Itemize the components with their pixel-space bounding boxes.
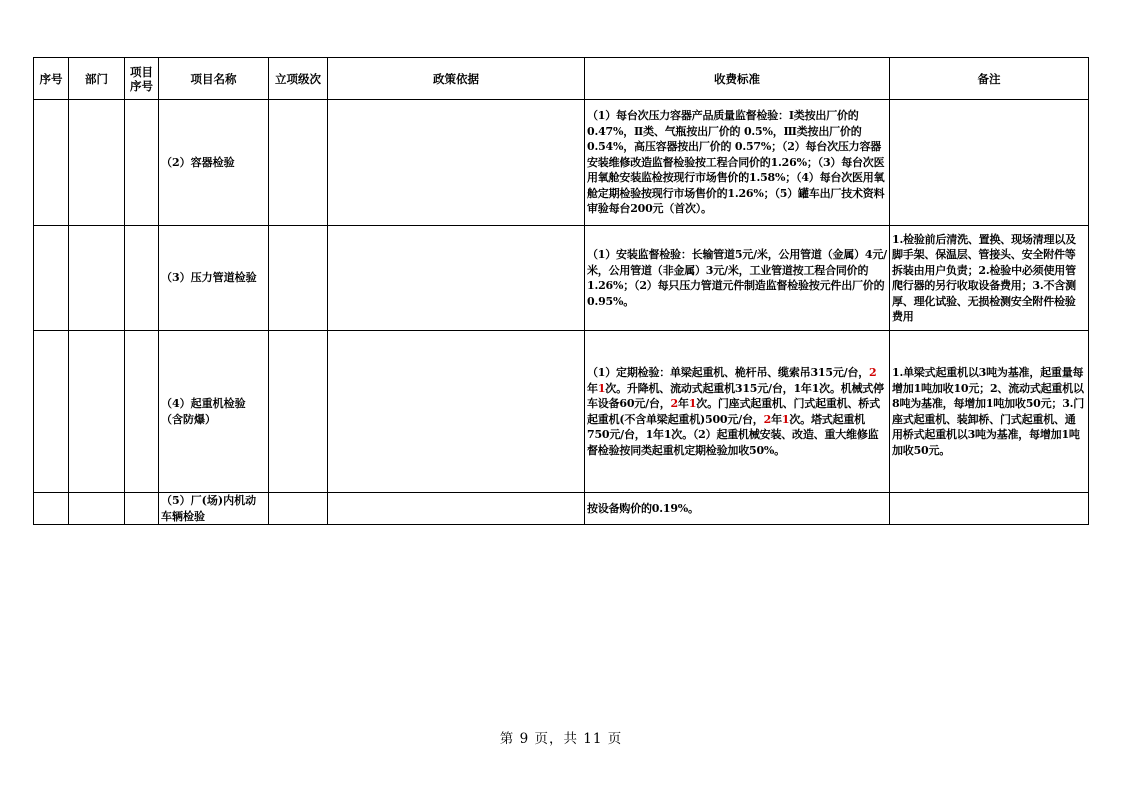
- cell-item-seq: [125, 493, 159, 525]
- cell-item-seq: [125, 226, 159, 331]
- cell-level: [269, 493, 328, 525]
- cell-seq: [34, 493, 69, 525]
- cell-seq: [34, 331, 69, 493]
- cell-level: [269, 100, 328, 226]
- fee-text: 次。升降机、流动式起重机315元/台，1年1次。机械式停车设备60元/台，: [587, 381, 884, 410]
- header-dept: 部门: [69, 58, 125, 100]
- fee-highlight: 1: [781, 412, 790, 426]
- header-item-seq: 项目序号: [125, 58, 159, 100]
- cell-dept: [69, 493, 125, 525]
- fee-highlight: 2: [670, 397, 678, 410]
- cell-item-seq: [125, 331, 159, 493]
- header-row: [34, 58, 1089, 100]
- header-seq: 序号: [34, 58, 69, 100]
- fee-text: 年: [587, 381, 598, 395]
- header-note: 备注: [890, 58, 1089, 100]
- fee-table: [33, 57, 1089, 525]
- table-row: [34, 100, 1089, 226]
- cell-item-name: （5）厂(场)内机动车辆检验: [159, 493, 269, 525]
- cell-policy: [328, 226, 585, 331]
- cell-dept: [69, 331, 125, 493]
- cell-note: [890, 100, 1089, 226]
- cell-seq: [34, 226, 69, 331]
- cell-seq: [34, 100, 69, 226]
- cell-note: 1.检验前后清洗、置换、现场清理以及脚手架、保温层、管接头、安全附件等拆装由用户负责；2.检验中必须使用管爬行器的另行收取设备费用；3.不含测厚、理化试验、无损检测安全附件检验费用: [890, 226, 1089, 331]
- cell-policy: [328, 493, 585, 525]
- fee-highlight: 1: [688, 397, 697, 410]
- fee-highlight: 1: [597, 381, 606, 395]
- fee-highlight: 2: [763, 412, 772, 426]
- fee-text: （1）定期检验：单梁起重机、桅杆吊、缆索吊315元/台，: [587, 366, 870, 379]
- cell-note: 1.单梁式起重机以3吨为基准，起重量每增加1吨加收10元；2、流动式起重机以8吨为基准，每增加1吨加收50元；3.门座式起重机、装卸桥、门式起重机、通用桥式起重机以3吨为基准，每增加1吨加收50元。: [890, 331, 1089, 493]
- header-item-name: 项目名称: [159, 58, 269, 100]
- table-row: [34, 493, 1089, 525]
- cell-fee: [585, 331, 890, 493]
- cell-item-name: （4）起重机检验（含防爆）: [159, 331, 269, 493]
- header-fee: 收费标准: [585, 58, 890, 100]
- cell-dept: [69, 100, 125, 226]
- fee-text: 次。塔式起重机750元/台，1年1次。（2）起重机械安装、改造、重大维修监督检验按同类起重机定期检验加收50%。: [587, 412, 879, 457]
- cell-item-name: （3）压力管道检验: [159, 226, 269, 331]
- cell-level: [269, 331, 328, 493]
- cell-item-name: （2）容器检验: [159, 100, 269, 226]
- cell-policy: [328, 100, 585, 226]
- cell-policy: [328, 331, 585, 493]
- table-row: [34, 226, 1089, 331]
- header-policy: 政策依据: [328, 58, 585, 100]
- header-level: 立项级次: [269, 58, 328, 100]
- cell-note: [890, 493, 1089, 525]
- cell-fee: （1）安装监督检验：长输管道5元/米，公用管道（金属）4元/米，公用管道（非金属）3元/米，工业管道按工程合同价的1.26%；（2）每只压力管道元件制造监督检验按元件出厂价的0.95%。: [585, 226, 890, 331]
- cell-dept: [69, 226, 125, 331]
- cell-fee: （1）每台次压力容器产品质量监督检验：I类按出厂价的0.47%，Ⅱ类、气瓶按出厂价的 0.5%，Ⅲ类按出厂价的 0.54%，高压容器按出厂价的 0.57%；（2）每台次压力容器安装维修改造监督检验按工程合同价的1.26%；（3）每台次医用氧舱安装监检按现行市场售价的1.58%；（4）每台次医用氧舱定期检验按现行市场售价的1.26%；（5）罐车出厂技术资料审验每台200元（首次）。: [585, 100, 890, 226]
- cell-level: [269, 226, 328, 331]
- fee-highlight: 2: [869, 366, 877, 379]
- fee-text: 年: [678, 397, 689, 410]
- table-row: [34, 331, 1089, 493]
- cell-item-seq: [125, 100, 159, 226]
- page-footer: 第 9 页，共 11 页: [499, 731, 623, 747]
- fee-text: 次。门座式起重机、门式起重机、桥式起重机(不含单梁起重机)500元/台，: [587, 397, 880, 426]
- fee-text: 年: [771, 412, 782, 426]
- cell-fee: 按设备购价的0.19%。: [585, 493, 890, 525]
